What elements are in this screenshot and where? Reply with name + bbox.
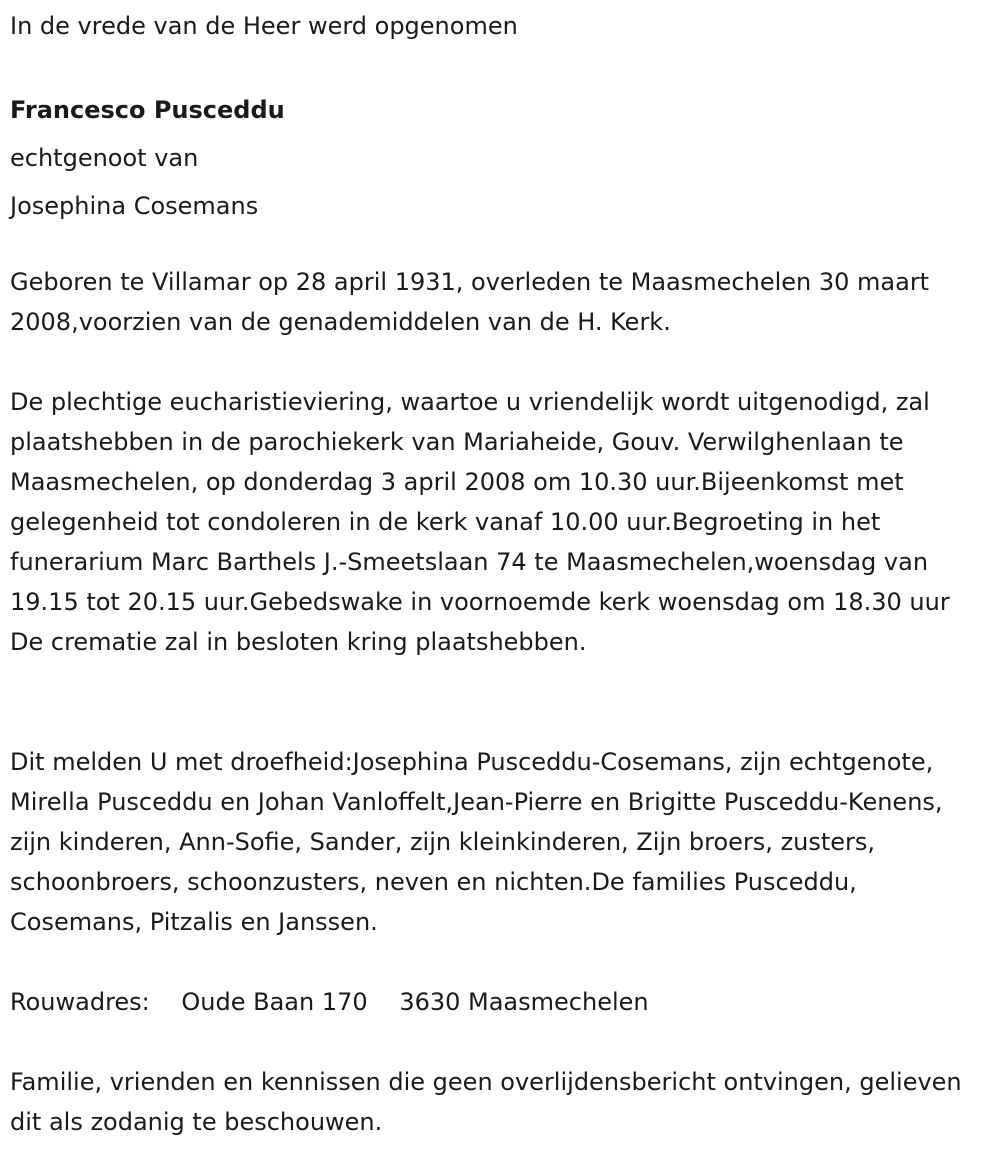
closing-paragraph: Familie, vrienden en kennissen die geen overlijdensbericht ontvingen, gelieven dit als zodanig te beschouwen. <box>10 1068 962 1136</box>
family-paragraph: Dit melden U met droefheid:Josephina Pusceddu-Cosemans, zijn echtgenote, Mirella Pusceddu en Johan Vanloffelt,Jean-Pierre en Brigitte Pusceddu-Kenens, zijn kinderen, Ann-Sofie, Sander, zijn kleinkinderen, Zijn broers, zusters, schoonbroers, schoonzusters, neven en nichten.De families Pusceddu, Cosemans, Pitzalis en Janssen. <box>10 748 943 936</box>
intro-line: In de vrede van de Heer werd opgenomen <box>10 12 518 40</box>
name-block <box>10 86 980 230</box>
relation-text: echtgenoot van <box>10 144 199 172</box>
birth-death-paragraph: Geboren te Villamar op 28 april 1931, overleden te Maasmechelen 30 maart 2008,voorzien van de genademiddelen van de H. Kerk. <box>10 268 930 336</box>
ceremony-paragraph: De plechtige eucharistieviering, waartoe u vriendelijk wordt uitgenodigd, zal plaatshebben in de parochiekerk van Mariaheide, Gouv. Verwilghenlaan te Maasmechelen, op donderdag 3 april 2008 om 10.30 uur.Bijeenkomst met gelegenheid tot condoleren in de kerk vanaf 10.00 uur.Begroeting in het funerarium Marc Barthels J.-Smeetslaan 74 te Maasmechelen,woensdag van 19.15 tot 20.15 uur.Gebedswake in voornoemde kerk woensdag om 18.30 uur De crematie zal in besloten kring plaatshebben. <box>10 388 950 656</box>
spouse-name: Josephina Cosemans <box>10 192 259 220</box>
address-city: 3630 Maasmechelen <box>399 988 649 1016</box>
deceased-name: Francesco Pusceddu <box>10 96 285 124</box>
address-label: Rouwadres: <box>10 988 150 1016</box>
address-street: Oude Baan 170 <box>181 988 368 1016</box>
mourning-address <box>10 982 985 1022</box>
